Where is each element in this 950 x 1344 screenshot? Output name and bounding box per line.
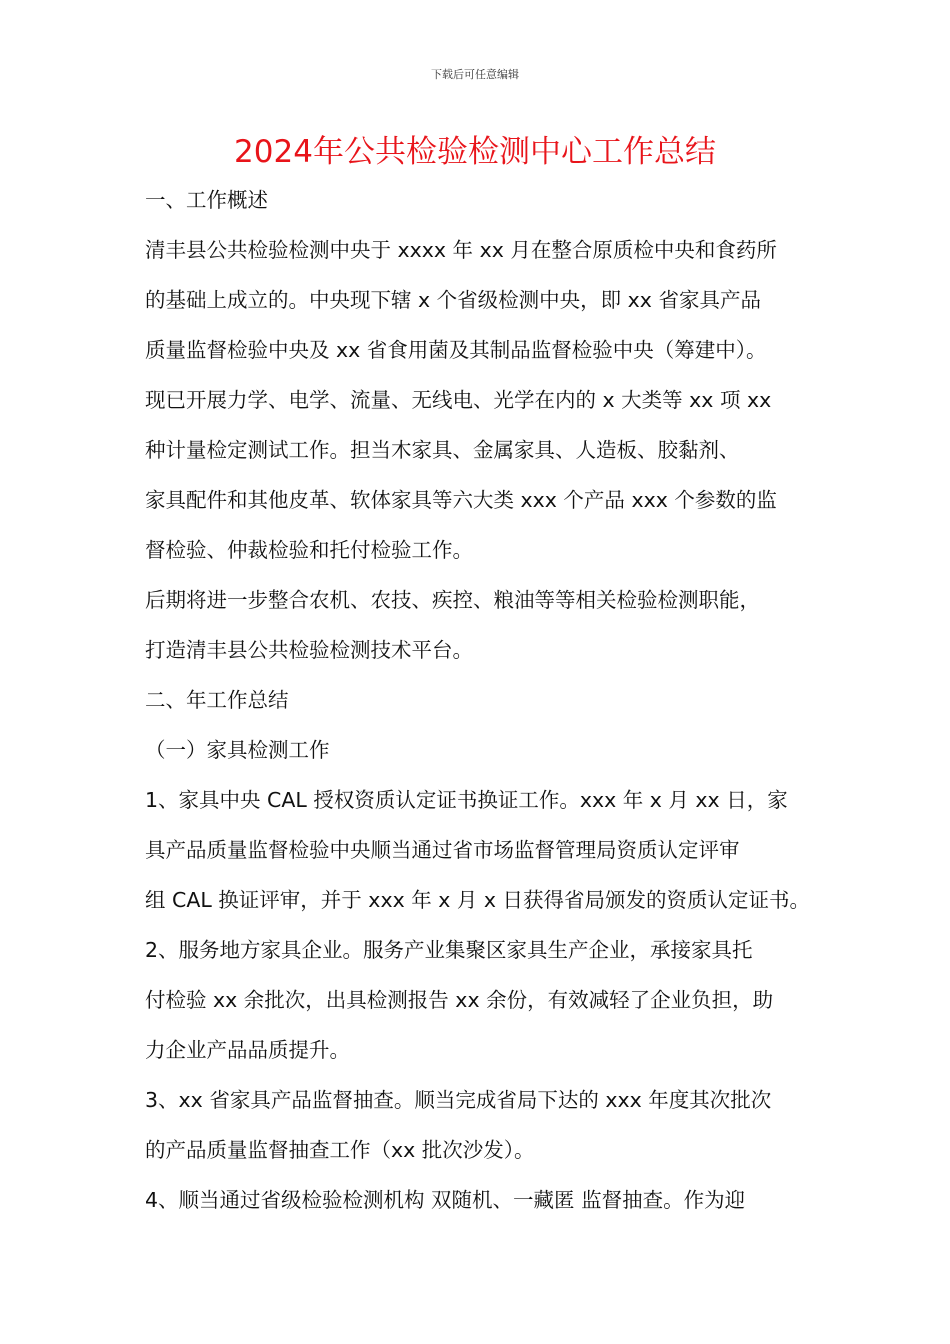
paragraph-line: 督检验、仲裁检验和托付检验工作。: [145, 538, 473, 562]
paragraph-line: 现已开展力学、电学、流量、无线电、光学在内的 x 大类等 xx 项 xx: [145, 388, 772, 412]
paragraph-line: 2、服务地方家具企业。服务产业集聚区家具生产企业，承接家具托: [145, 938, 753, 962]
paragraph-line: 的产品质量监督抽查工作（xx 批次沙发）。: [145, 1138, 535, 1162]
section-heading: 一、工作概述: [145, 188, 268, 212]
page-header: 下载后可任意编辑: [431, 68, 519, 81]
paragraph-line: 付检验 xx 余批次，出具检测报告 xx 余份，有效减轻了企业负担，助: [145, 988, 774, 1012]
paragraph-line: 组 CAL 换证评审，并于 xxx 年 x 月 x 日获得省局颁发的资质认定证书。: [145, 888, 811, 912]
paragraph-line: 1、家具中央 CAL 授权资质认定证书换证工作。xxx 年 x 月 xx 日，家: [145, 788, 788, 812]
paragraph-line: 质量监督检验中央及 xx 省食用菌及其制品监督检验中央（筹建中）。: [145, 338, 767, 362]
paragraph-line: 的基础上成立的。中央现下辖 x 个省级检测中央，即 xx 省家具产品: [145, 288, 761, 312]
paragraph-line: 力企业产品品质提升。: [145, 1038, 350, 1062]
paragraph-line: 家具配件和其他皮革、软体家具等六大类 xxx 个产品 xxx 个参数的监: [145, 488, 777, 512]
document-title: 2024年公共检验检测中心工作总结: [234, 134, 716, 170]
paragraph-line: 后期将进一步整合农机、农技、疾控、粮油等等相关检验检测职能，: [145, 588, 760, 612]
subsection-heading: （一）家具检测工作: [145, 738, 330, 762]
paragraph-line: 种计量检定测试工作。担当木家具、金属家具、人造板、胶黏剂、: [145, 438, 740, 462]
paragraph-line: 具产品质量监督检验中央顺当通过省市场监督管理局资质认定评审: [145, 838, 740, 862]
paragraph-line: 3、xx 省家具产品监督抽查。顺当完成省局下达的 xxx 年度其次批次: [145, 1088, 772, 1112]
paragraph-line: 打造清丰县公共检验检测技术平台。: [145, 638, 473, 662]
section-heading: 二、年工作总结: [145, 688, 289, 712]
paragraph-line: 4、顺当通过省级检验检测机构 双随机、一藏匿 监督抽查。作为迎: [145, 1188, 746, 1212]
paragraph-line: 清丰县公共检验检测中央于 xxxx 年 xx 月在整合原质检中央和食药所: [145, 238, 777, 262]
